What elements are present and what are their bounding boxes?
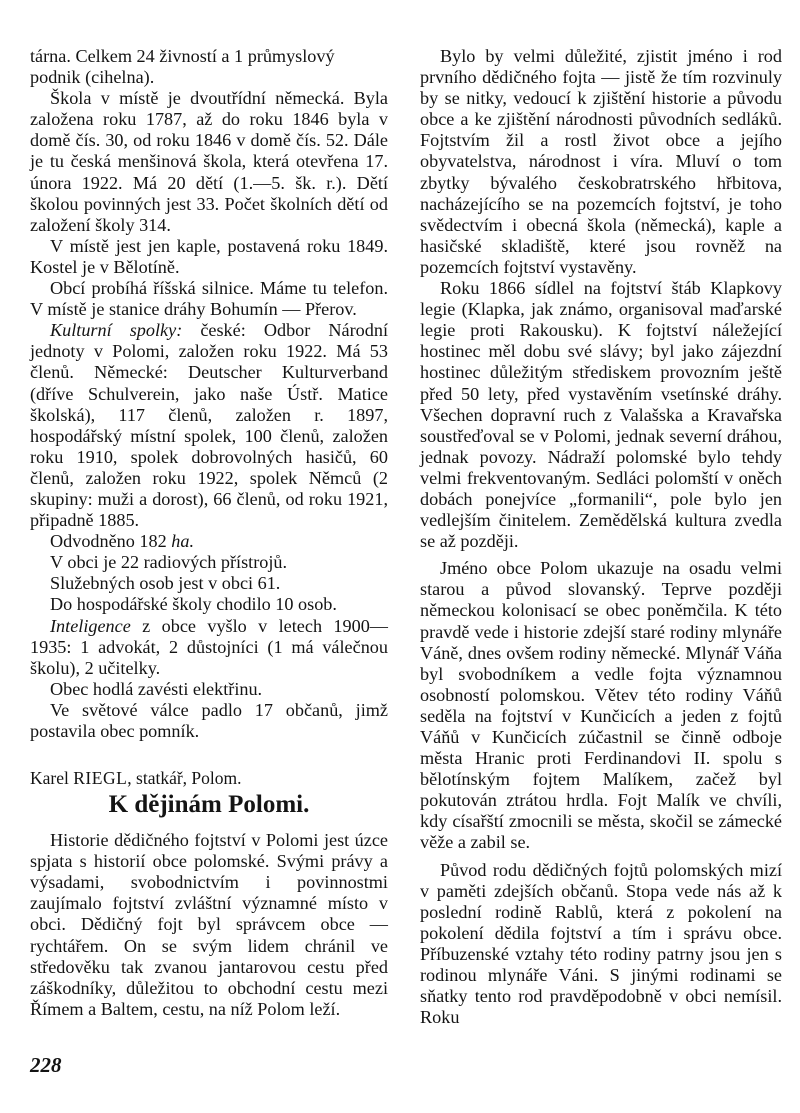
italic-label: Inteligence bbox=[50, 615, 131, 636]
left-column bbox=[30, 46, 388, 1020]
paragraph: V místě jest jen kaple, postavená roku 1849. Kostel je v Bělotíně. bbox=[30, 235, 388, 277]
page-number: 228 bbox=[30, 1053, 62, 1077]
paragraph: Původ rodu dědičných fojtů polomských mizí v paměti zdejších občanů. Stopa vede nás až k poslední rodině Rablů, která z pokolení na pokolení dědila fojtství a tím i správu obce. Příbuzenské vztahy této rodiny patrny jsou jen s rodinou mlynáře Váni. S jinými rodinami se sňatky tento rod pravděpodobně v obci nemísil. Roku bbox=[420, 859, 782, 1028]
paragraph: tárna. Celkem 24 živností a 1 průmyslový podnik (cihelna). bbox=[30, 46, 335, 88]
paragraph: Jméno obce Polom ukazuje na osadu velmi starou a původ slovanský. Teprve později německou kolonisací se obec poněmčila. K této pravdě vede i historie zdejší staré rodiny mlynáře Váně, dnes ovšem rodiny německé. Mlynář Váňa byl svobodníkem a vedle fojta významnou osobností polomskou. Větev této rodiny Váňů seděla na fojtství v Kunčicích a jeden z fojtů Váňů v Kunčicích zúčastnil se činně odboje města Hranic proti Ferdinandovi II. spolu s bělotínským fojtem Malíkem, začež byl pokutován ztrátou hrdla. Fojt Malík ve chvíli, kdy císařští zmocnili se města, skočil se zámecké věže a zabil se. bbox=[420, 558, 782, 853]
paragraph: Do hospodářské školy chodilo 10 osob. bbox=[50, 594, 337, 615]
paragraph: Obcí probíhá říšská silnice. Máme tu telefon. V místě je stanice dráhy Bohumín — Přerov. bbox=[30, 278, 388, 320]
paragraph-odvodneno bbox=[30, 531, 388, 552]
byline-first-name: Karel bbox=[30, 768, 74, 789]
paragraph-text: z obce vyšlo v letech 1900—1935: 1 advokát, 2 důstojníci (1 má válečnou školu), 2 učitelky. bbox=[30, 615, 388, 678]
article-byline bbox=[30, 768, 388, 788]
paragraph: Bylo by velmi důležité, zjistit jméno i rod prvního dědičného fojta — jistě že tím rozvinuly by se nitky, vedoucí k zjištění historie a původu obce a ke zjištění národnosti původních sedláků. Fojtstvím žil a rostl život obce a jejího obyvatelstva, národnost i víra. Mluví o tom zbytky bývalého českobratrského hřbitova, nacházejícího se na pozemcích fojtství, je toho svědectvím i obecná škola (německá), kaple a hasičské skladiště, které jsou rovněž na pozemcích fojtství vystavěny. bbox=[420, 46, 782, 277]
paragraph: Škola v místě je dvoutřídní německá. Byla založena roku 1787, až do roku 1846 byla v domě čís. 30, od roku 1846 v domě čís. 52. Dále je tu česká menšinová škola, která otevřena 17. února 1922. Má 20 dětí (1.—5. šk. r.). Dětí školou povinných jest 33. Počet školních dětí od založení školy 314. bbox=[30, 88, 388, 235]
paragraph: V obci je 22 radiových přístrojů. bbox=[50, 552, 288, 573]
paragraph-kulturni-spolky bbox=[30, 320, 388, 531]
byline-surname: RIEGL bbox=[73, 768, 128, 789]
paragraph: Služebných osob jest v obci 61. bbox=[50, 573, 281, 594]
italic-label: Kulturní spolky: bbox=[50, 320, 183, 341]
byline-rest: , statkář, Polom. bbox=[127, 768, 242, 789]
italic-unit: ha. bbox=[171, 531, 194, 552]
paragraph: Ve světové válce padlo 17 občanů, jimž postavila obec pomník. bbox=[30, 699, 388, 741]
paragraph: Roku 1866 sídlel na fojtství štáb Klapkovy legie (Klapka, jak známo, organisoval maďarské legie proti Rakousku). K fojtství náležející hostinec měl dobu své slávy; byl jako zájezdní hostinec důležitým střediskem provozním ještě před 50 lety, před vystavěním vsetínské dráhy. Všechen dopravní ruch z Valašska a Kravařska soustřeďoval se v Polomi, jednak severní dráhou, jednak povozy. Nádraží polomské bylo tehdy velmi frekventovaným. Sedláci polomští v oněch dobách ponejvíce „formanili“, pole bylo jen vedlejším činitelem. Zemědělská kultura zvedla se až později. bbox=[420, 278, 782, 552]
right-column bbox=[420, 46, 782, 1028]
paragraph-inteligence bbox=[30, 616, 388, 679]
paragraph: Obec hodlá zavésti elektřinu. bbox=[50, 678, 263, 699]
article-title: K dějinám Polomi. bbox=[108, 791, 310, 819]
paragraph-text: české: Odbor Národní jednoty v Polomi, založen roku 1922. Má 53 členů. Německé: Deutscher Kulturverband (dříve Schulverein, jako naše Ústř. Matice školská), 117 členů, založen r. 1897, hospodářský místní spolek, 100 členů, založen roku 1910, spolek dobrovolných hasičů, 60 členů, založen roku 1922, spolek Němců (2 skupiny: muži a dorost), 66 členů, od roku 1921, připadně 1885. bbox=[30, 320, 388, 531]
paragraph-text: Odvodněno 182 bbox=[50, 531, 172, 552]
paragraph: Historie dědičného fojtství v Polomi jest úzce spjata s historií obce polomské. Svými právy a výsadami, svobodnictvím i povinnostmi zaujímalo fojtství zvláštní významné místo v obci. Dědičný fojt byl správcem obce — rychtářem. On se svým lidem chránil ve středověku tak zvanou jantarovou cestu před záškodníky, důležitou to obchodní cestu mezi Římem a Baltem, cestu, na níž Polom leží. bbox=[30, 830, 388, 1019]
